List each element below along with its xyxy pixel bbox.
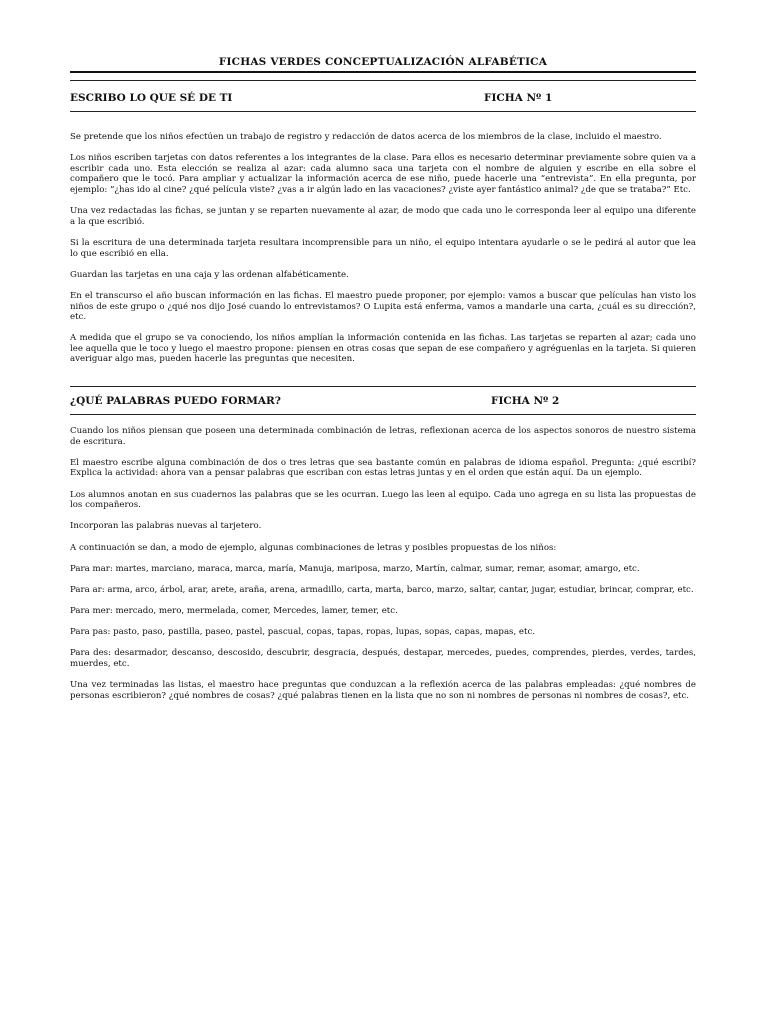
document-title: FICHAS VERDES CONCEPTUALIZACIÓN ALFABÉTICA: [218, 56, 548, 68]
paragraph: Para pas: pasto, paso, pastilla, paseo, pastel, pascual, copas, tapas, ropas, lupas, sopas, capas, mapas, etc.: [70, 627, 536, 638]
paragraph: Se pretende que los niños efectúen un trabajo de registro y redacción de datos acerca de los miembros de la clase, incluido el maestro.: [70, 132, 662, 142]
section-1-title: ESCRIBO LO QUE SÉ DE TI: [70, 92, 233, 104]
paragraph: Para ar: arma, arco, árbol, arar, arete, araña, arena, armadillo, carta, marta, barco, marzo, saltar, cantar, jugar, estudiar, brincar, comprar, etc.: [70, 584, 694, 595]
paragraph: Para mer: mercado, mero, mermelada, comer, Mercedes, lamer, temer, etc.: [70, 606, 398, 617]
paragraph: Guardan las tarjetas en una caja y las ordenan alfabéticamente.: [70, 269, 349, 280]
paragraph: A continuación se dan, a modo de ejemplo, algunas combinaciones de letras y posibles propuestas de los niños:: [70, 542, 557, 553]
paragraph: Los alumnos anotan en sus cuadernos las palabras que se les ocurran. Luego las leen al equipo. Cada uno agrega en su lista las propuestas de los compañeros.: [70, 489, 696, 511]
paragraph: El maestro escribe alguna combinación de dos o tres letras que sea bastante común en palabras de idioma español. Pregunta: ¿qué escribí? Explica la actividad: ahora van a pensar palabras que escriban con estas letras juntas y en el orden que están aquí. Da un ejemplo.: [70, 457, 696, 479]
paragraph: En el transcurso el año buscan información en las fichas. El maestro puede proponer, por ejemplo: vamos a buscar que películas han visto los niños de este grupo o ¿qué nos dijo José cuando lo entrevistamos? O Lupita está enferma, vamos a mandarle una carta, ¿cuál es su dirección?, etc.: [70, 290, 696, 323]
paragraph: Incorporan las palabras nuevas al tarjetero.: [70, 521, 262, 532]
title-rule: [70, 71, 696, 73]
divider: [70, 414, 696, 415]
paragraph: Los niños escriben tarjetas con datos referentes a los integrantes de la clase. Para ellos es necesario determinar previamente sobre quien va a escribir cada uno. Esta elección se realiza al azar: cada alumno saca una tarjeta con el nombre de alguien y escribe en ella sobre el compañero que le tocó. Para ampliar y actualizar la información acerca de ese niño, puede hacerle una “entrevista”. En ella pregunta, por ejemplo: “¿has ido al cine? ¿qué película viste? ¿vas a ir algún lado en las vacaciones? ¿viste ayer fantástico animal? ¿de que se trataba?” Etc.: [70, 153, 696, 195]
divider: [70, 386, 696, 387]
section-2-body: [70, 426, 696, 712]
section-2-ficha: FICHA Nº 2: [491, 395, 560, 407]
section-1-ficha: FICHA Nº 1: [484, 92, 553, 104]
paragraph: Una vez terminadas las listas, el maestro hace preguntas que conduzcan a la reflexión acerca de las palabras empleadas: ¿qué nombres de personas escribieron? ¿qué nombres de cosas? ¿qué palabras tienen en la lista que no son ni nombres de personas ni nombres de cosas?, etc.: [70, 680, 696, 701]
divider: [70, 80, 696, 81]
section-2-title: ¿QUÉ PALABRAS PUEDO FORMAR?: [70, 395, 281, 407]
paragraph: Para des: desarmador, descanso, descosido, descubrir, desgracia, después, destapar, mercedes, puedes, comprendes, pierdes, verdes, tardes, muerdes, etc.: [70, 648, 696, 670]
section-2-heading: [70, 395, 696, 409]
section-1-body: [70, 132, 696, 376]
section-1-heading: [70, 92, 696, 106]
paragraph: Si la escritura de una determinada tarjeta resultara incomprensible para un niño, el equipo intentara ayudarle o se le pedirá al autor que lea lo que escribió en ella.: [70, 237, 696, 259]
paragraph: Una vez redactadas las fichas, se juntan y se reparten nuevamente al azar, de modo que cada uno le corresponda leer al equipo una diferente a la que escribió.: [70, 206, 696, 227]
divider: [70, 111, 696, 112]
paragraph: Cuando los niños piensan que poseen una determinada combinación de letras, reflexionan acerca de los aspectos sonoros de nuestro sistema de escritura.: [70, 426, 696, 447]
paragraph: Para mar: martes, marciano, maraca, marca, maría, Manuja, mariposa, marzo, Martín, calmar, sumar, remar, asomar, amargo, etc.: [70, 563, 640, 574]
paragraph: A medida que el grupo se va conociendo, los niños amplían la información contenida en las fichas. Las tarjetas se reparten al azar; cada uno lee aquella que le toco y luego el maestro propone: piensen en otras cosas que sepan de ese compañero y agréguenlas en la tarjeta. Si quieren averiguar algo mas, pueden hacerle las preguntas que necesiten.: [70, 333, 696, 365]
